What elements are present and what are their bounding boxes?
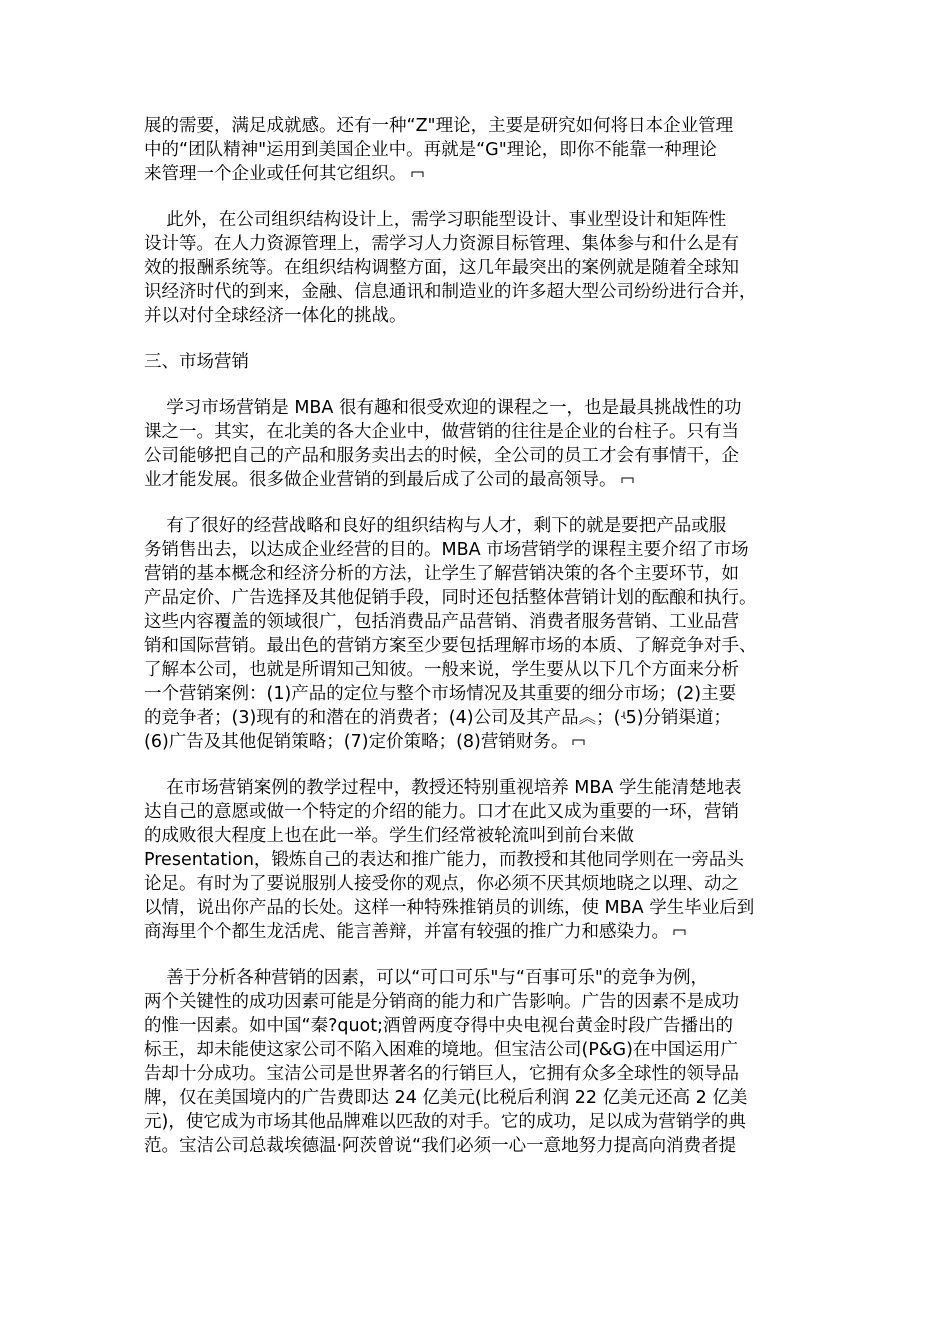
text-line: 善于分析各种营销的因素，可以“可口可乐"与“百事可乐"的竞争为例， — [144, 968, 708, 988]
text-line: 中的“团队精神"运用到美国企业中。再就是“G"理论，即你不能靠一种理论 — [144, 140, 717, 160]
text-line: 营销的基本概念和经济分析的方法，让学生了解营销决策的各个主要环节，如 — [144, 564, 739, 584]
section-heading-text: 三、市场营销 — [144, 352, 249, 372]
text-line: 课之一。其实，在北美的各大企业中，做营销的往往是企业的台柱子。只有当 — [144, 422, 739, 442]
text-line: 务销售出去，以达成企业经营的目的。MBA 市场营销学的课程主要介绍了市场 — [144, 540, 749, 560]
section-heading — [144, 350, 814, 374]
text-line: 标王，却未能使这家公司不陷入困难的境地。但宝洁公司(P&G)在中国运用广 — [144, 1040, 738, 1060]
paragraph-end-mark-icon — [673, 928, 686, 936]
paragraph-6 — [144, 966, 814, 1158]
text-line: 此外，在公司组织结构设计上，需学习职能型设计、事业型设计和矩阵性 — [144, 210, 727, 230]
text-line: 的竞争者；(3)现有的和潜在的消费者；(4)公司及其产品︽；(ʵ5)分销渠道； — [144, 708, 732, 728]
paragraph-end-mark-icon — [572, 738, 585, 746]
text-line: 在市场营销案例的教学过程中，教授还特别重视培养 MBA 学生能清楚地表 — [144, 778, 742, 798]
paragraph-5 — [144, 776, 814, 944]
text-line: 销和国际营销。最出色的营销方案至少要包括理解市场的本质、了解竞争对手、 — [144, 636, 757, 656]
text-line-content: (6)广告及其他促销策略；(7)定价策略；(8)营销财务。 — [144, 732, 569, 752]
text-line: 范。宝洁公司总裁埃德温·阿茨曾说“我们必须一心一意地努力提高向消费者提 — [144, 1136, 737, 1156]
text-line: 元)，使它成为市场其他品牌难以匹敌的对手。它的成功，足以成为营销学的典 — [144, 1112, 746, 1132]
text-line: 展的需要，满足成就感。还有一种“Z"理论，主要是研究如何将日本企业管理 — [144, 116, 734, 136]
text-line: 牌，仅在美国境内的广告费即达 24 亿美元(比税后利润 22 亿美元还高 2 亿美 — [144, 1088, 748, 1108]
paragraph-end-mark-icon — [621, 476, 634, 484]
text-line: 的惟一因素。如中国“秦?quot;酒曾两度夺得中央电视台黄金时段广告播出的 — [144, 1016, 734, 1036]
text-line — [144, 162, 814, 186]
text-line: 公司能够把自己的产品和服务卖出去的时候，全公司的员工才会有事情干，企 — [144, 446, 739, 466]
text-line: 产品定价、广告选择及其他促销手段，同时还包括整体营销计划的酝酿和执行。 — [144, 588, 757, 608]
text-line-content: 来管理一个企业或任何其它组织。 — [144, 164, 407, 184]
document-page — [144, 114, 814, 1158]
text-line: 学习市场营销是 MBA 很有趣和很受欢迎的课程之一，也是最具挑战性的功 — [144, 398, 742, 418]
paragraph-4 — [144, 514, 814, 754]
text-line-content: 业才能发展。很多做企业营销的到最后成了公司的最高领导。 — [144, 470, 617, 490]
text-line: 以情，说出你产品的长处。这样一种特殊推销员的训练，使 MBA 学生毕业后到 — [144, 898, 755, 918]
text-line — [144, 730, 814, 754]
text-line: 一个营销案例：(1)产品的定位与整个市场情况及其重要的细分市场；(2)主要 — [144, 684, 737, 704]
paragraph-end-mark-icon — [411, 170, 424, 178]
text-line: 有了很好的经营战略和良好的组织结构与人才，剩下的就是要把产品或服 — [144, 516, 727, 536]
text-line: 的成败很大程度上也在此一举。学生们经常被轮流叫到前台来做 — [144, 826, 634, 846]
paragraph-3 — [144, 396, 814, 492]
text-line: 识经济时代的到来，金融、信息通讯和制造业的许多超大型公司纷纷进行合并， — [144, 282, 757, 302]
text-line: 论足。有时为了要说服别人接受你的观点，你必须不厌其烦地晓之以理、动之 — [144, 874, 739, 894]
text-line: 并以对付全球经济一体化的挑战。 — [144, 306, 407, 326]
paragraph-1 — [144, 114, 814, 186]
paragraph-2 — [144, 208, 814, 328]
text-line: 了解本公司，也就是所谓知己知彼。一般来说，学生要从以下几个方面来分析 — [144, 660, 739, 680]
text-line: 设计等。在人力资源管理上，需学习人力资源目标管理、集体参与和什么是有 — [144, 234, 739, 254]
text-line: 达自己的意愿或做一个特定的介绍的能力。口才在此又成为重要的一环，营销 — [144, 802, 739, 822]
text-line — [144, 920, 814, 944]
text-line: 这些内容覆盖的领域很广，包括消费品产品营销、消费者服务营销、工业品营 — [144, 612, 739, 632]
text-line — [144, 468, 814, 492]
text-line-content: 商海里个个都生龙活虎、能言善辩，并富有较强的推广力和感染力。 — [144, 922, 669, 942]
text-line: 效的报酬系统等。在组织结构调整方面，这几年最突出的案例就是随着全球知 — [144, 258, 739, 278]
text-line: 告却十分成功。宝洁公司是世界著名的行销巨人，它拥有众多全球性的领导品 — [144, 1064, 739, 1084]
text-line: 两个关键性的成功因素可能是分销商的能力和广告影响。广告的因素不是成功 — [144, 992, 739, 1012]
text-line: Presentation，锻炼自己的表达和推广能力，而教授和其他同学则在一旁品头 — [144, 850, 744, 870]
